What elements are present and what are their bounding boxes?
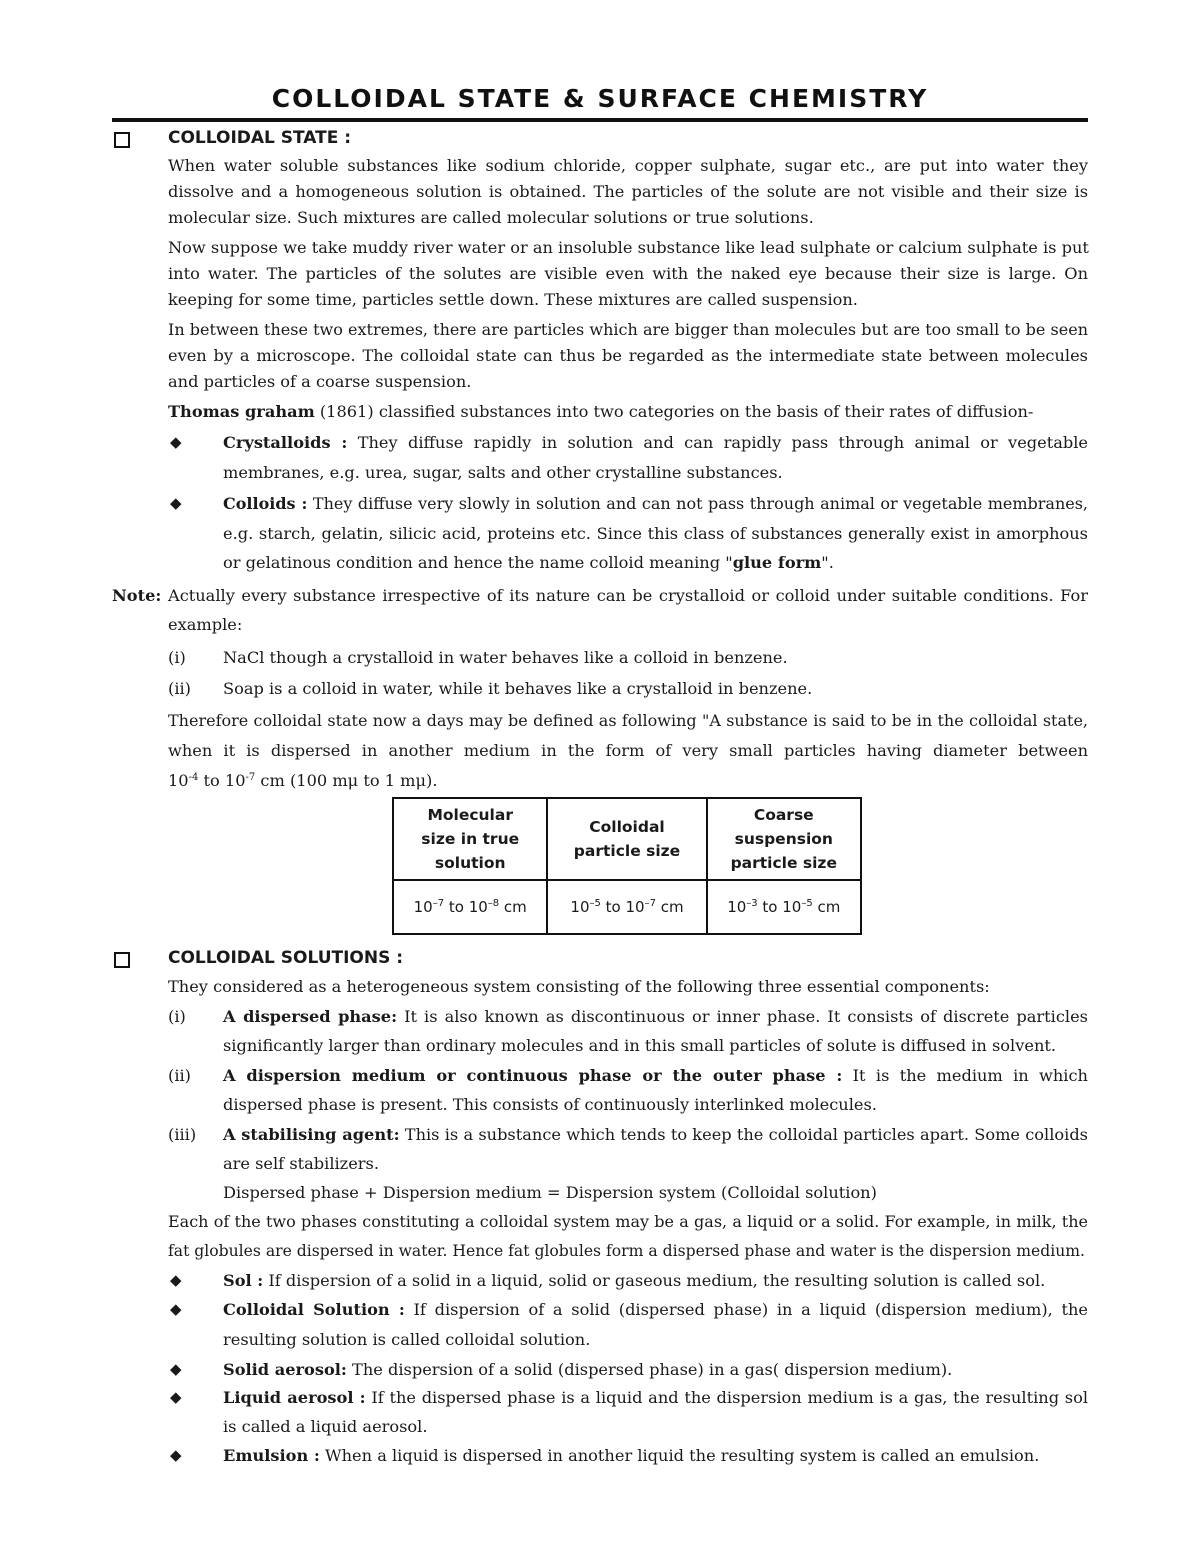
paragraph-line: membranes, e.g. urea, sugar, salts and other crystalline substances.: [223, 463, 783, 482]
exponent: –8: [487, 898, 500, 909]
header-text: Coarse: [753, 806, 814, 824]
cell-text: cm: [499, 898, 527, 916]
example-line: NaCl though a crystalloid in water behaves like a colloid in benzene.: [223, 648, 788, 667]
emulsion-term: Emulsion :: [223, 1446, 320, 1465]
colloids-line: [223, 493, 1088, 515]
definition-line: when it is dispersed in another medium in the form of very small particles having diameter between: [168, 741, 1088, 760]
definition-range-line: [168, 770, 1088, 792]
paragraph-line: is called a liquid aerosol.: [223, 1417, 428, 1436]
paragraph-line: and particles of a coarse suspension.: [168, 372, 472, 391]
checkbox-bullet-icon: [114, 132, 130, 148]
table-row: [393, 880, 861, 934]
paragraph-line: Now suppose we take muddy river water or an insoluble substance like lead sulphate or calcium sulphate is put: [168, 238, 1089, 257]
solid-aerosol-line: [223, 1359, 1088, 1381]
crystalloids-text: They diffuse rapidly in solution and can rapidly pass through animal or vegetable: [347, 433, 1088, 452]
page-title: COLLOIDAL STATE & SURFACE CHEMISTRY: [271, 84, 929, 113]
component-term: A stabilising agent:: [223, 1125, 400, 1144]
note-label: Note:: [112, 586, 162, 605]
header-text: particle size: [573, 842, 681, 860]
paragraph-line: resulting solution is called colloidal solution.: [223, 1330, 591, 1349]
exponent: –7: [432, 898, 445, 909]
colloids-text: They diffuse very slowly in solution and can not pass through animal or vegetable membranes,: [307, 494, 1089, 513]
diamond-bullet-icon: ◆: [170, 1360, 182, 1378]
cell-text: cm: [655, 898, 684, 916]
range-text: 10: [168, 771, 189, 790]
range-text: to 10: [198, 771, 246, 790]
cell-text: 10: [413, 898, 433, 916]
exponent: -7: [245, 772, 256, 783]
liquid-aerosol-text: If the dispersed phase is a liquid and the dispersion medium is a gas, the resulting sol: [365, 1388, 1089, 1407]
diamond-bullet-icon: ◆: [170, 433, 182, 451]
crystalloids-line: [223, 432, 1088, 454]
colloidal-solution-line: [223, 1299, 1088, 1321]
colloidal-solution-term: Colloidal Solution :: [223, 1300, 405, 1319]
component-line: [223, 1065, 1088, 1087]
component-line: [223, 1006, 1088, 1028]
component-text: It is also known as discontinuous or inner phase. It consists of discrete particles: [397, 1007, 1088, 1026]
cell-text: 10: [570, 898, 590, 916]
paragraph-line: significantly larger than ordinary molecules and in this small particles of solute is diffused in solvent.: [223, 1036, 1057, 1055]
paragraph-line: dissolve and a homogeneous solution is obtained. The particles of the solute are not visible and their size is: [168, 182, 1088, 201]
paragraph-line: molecular size. Such mixtures are called molecular solutions or true solutions.: [168, 208, 814, 227]
paragraph-line: dispersed phase is present. This consists of continuously interlinked molecules.: [223, 1095, 877, 1114]
liquid-aerosol-line: [223, 1387, 1088, 1409]
table-cell: [707, 880, 861, 934]
exponent: –3: [746, 898, 758, 909]
note-line: Actually every substance irrespective of its nature can be crystalloid or colloid under suitable conditions. For: [168, 586, 1088, 605]
paragraph-line: even by a microscope. The colloidal state can thus be regarded as the intermediate state between molecules: [168, 346, 1088, 365]
colloids-glue-line: [223, 552, 1088, 574]
emulsion-line: [223, 1445, 1088, 1467]
diamond-bullet-icon: ◆: [170, 1271, 182, 1289]
table-cell: [547, 880, 706, 934]
cell-text: to 10: [600, 898, 645, 916]
cell-text: to 10: [757, 898, 802, 916]
diamond-bullet-icon: ◆: [170, 1388, 182, 1406]
list-number: (ii): [168, 1066, 191, 1085]
table-header-cell: [707, 798, 861, 880]
exponent: –7: [644, 898, 656, 909]
paragraph-line: are self stabilizers.: [223, 1154, 379, 1173]
paragraph-line: When water soluble substances like sodium chloride, copper sulphate, sugar etc., are put into water they: [168, 156, 1088, 175]
table-header-cell: [547, 798, 706, 880]
header-text: size in true: [421, 830, 520, 848]
header-text: solution: [434, 854, 506, 872]
cell-text: 10: [727, 898, 747, 916]
definition-line: Therefore colloidal state now a days may be defined as following "A substance is said to be in the colloidal state,: [168, 711, 1088, 730]
crystalloids-term: Crystalloids :: [223, 433, 348, 452]
equation-line: Dispersed phase + Dispersion medium = Dispersion system (Colloidal solution): [223, 1183, 877, 1202]
glue-form-term: glue form: [732, 553, 822, 572]
header-text: Colloidal: [589, 818, 665, 836]
colloids-text: or gelatinous condition and hence the name colloid meaning ": [223, 553, 733, 572]
table-header-row: [393, 798, 861, 880]
paragraph-line: In between these two extremes, there are particles which are bigger than molecules but are too small to be seen: [168, 320, 1088, 339]
solid-aerosol-text: The dispersion of a solid (dispersed phase) in a gas( dispersion medium).: [346, 1360, 953, 1379]
title-underline: [112, 118, 1088, 122]
header-text: particle size: [730, 854, 837, 872]
cell-text: to 10: [444, 898, 488, 916]
solid-aerosol-term: Solid aerosol:: [223, 1360, 347, 1379]
paragraph-line: into water. The particles of the solutes are visible even with the naked eye because their size is large. On: [168, 264, 1088, 283]
range-text: cm (100 mμ to 1 mμ).: [255, 771, 438, 790]
exponent: –5: [589, 898, 601, 909]
paragraph-line: e.g. starch, gelatin, silicic acid, proteins etc. Since this class of substances generally exist in amorphous: [223, 524, 1088, 543]
paragraph-line: They considered as a heterogeneous system consisting of the following three essential components:: [168, 977, 990, 996]
section-heading-colloidal-solutions: COLLOIDAL SOLUTIONS :: [168, 948, 404, 968]
sol-text: If dispersion of a solid in a liquid, solid or gaseous medium, the resulting solution is called sol.: [263, 1271, 1046, 1290]
component-text: This is a substance which tends to keep the colloidal particles apart. Some colloids: [399, 1125, 1088, 1144]
list-number: (i): [168, 1007, 186, 1026]
table-cell: [393, 880, 547, 934]
component-term: A dispersed phase:: [223, 1007, 398, 1026]
section-heading-colloidal-state: COLLOIDAL STATE :: [168, 128, 352, 148]
example-line: Soap is a colloid in water, while it behaves like a crystalloid in benzene.: [223, 679, 813, 698]
component-line: [223, 1124, 1088, 1146]
emulsion-text: When a liquid is dispersed in another liquid the resulting system is called an emulsion.: [319, 1446, 1040, 1465]
diamond-bullet-icon: ◆: [170, 1300, 182, 1318]
graham-name: Thomas graham: [168, 402, 315, 421]
note-line: example:: [168, 615, 243, 634]
header-text: Molecular: [427, 806, 513, 824]
checkbox-bullet-icon: [114, 952, 130, 968]
table-header-cell: [393, 798, 547, 880]
exponent: –5: [801, 898, 813, 909]
particle-size-table: [392, 797, 862, 935]
colloids-text: ".: [821, 553, 834, 572]
cell-text: cm: [812, 898, 841, 916]
graham-line: [168, 401, 1088, 423]
liquid-aerosol-term: Liquid aerosol :: [223, 1388, 366, 1407]
diamond-bullet-icon: ◆: [170, 494, 182, 512]
paragraph-line: keeping for some time, particles settle down. These mixtures are called suspension.: [168, 290, 858, 309]
list-number: (i): [168, 648, 186, 667]
component-text: It is the medium in which: [842, 1066, 1088, 1085]
colloids-term: Colloids :: [223, 494, 308, 513]
list-number: (iii): [168, 1125, 197, 1144]
colloidal-solution-text: If dispersion of a solid (dispersed phase) in a liquid (dispersion medium), the: [404, 1300, 1089, 1319]
header-text: suspension: [734, 830, 833, 848]
sol-term: Sol :: [223, 1271, 264, 1290]
sol-line: [223, 1270, 1088, 1292]
component-term: A dispersion medium or continuous phase or the outer phase :: [223, 1066, 843, 1085]
paragraph-line: fat globules are dispersed in water. Hence fat globules form a dispersed phase and water is the dispersion medium.: [168, 1242, 1085, 1260]
graham-text: (1861) classified substances into two categories on the basis of their rates of diffusion-: [314, 402, 1034, 421]
list-number: (ii): [168, 679, 191, 698]
exponent: -4: [188, 772, 199, 783]
diamond-bullet-icon: ◆: [170, 1446, 182, 1464]
paragraph-line: Each of the two phases constituting a colloidal system may be a gas, a liquid or a solid. For example, in milk, the: [168, 1212, 1088, 1231]
